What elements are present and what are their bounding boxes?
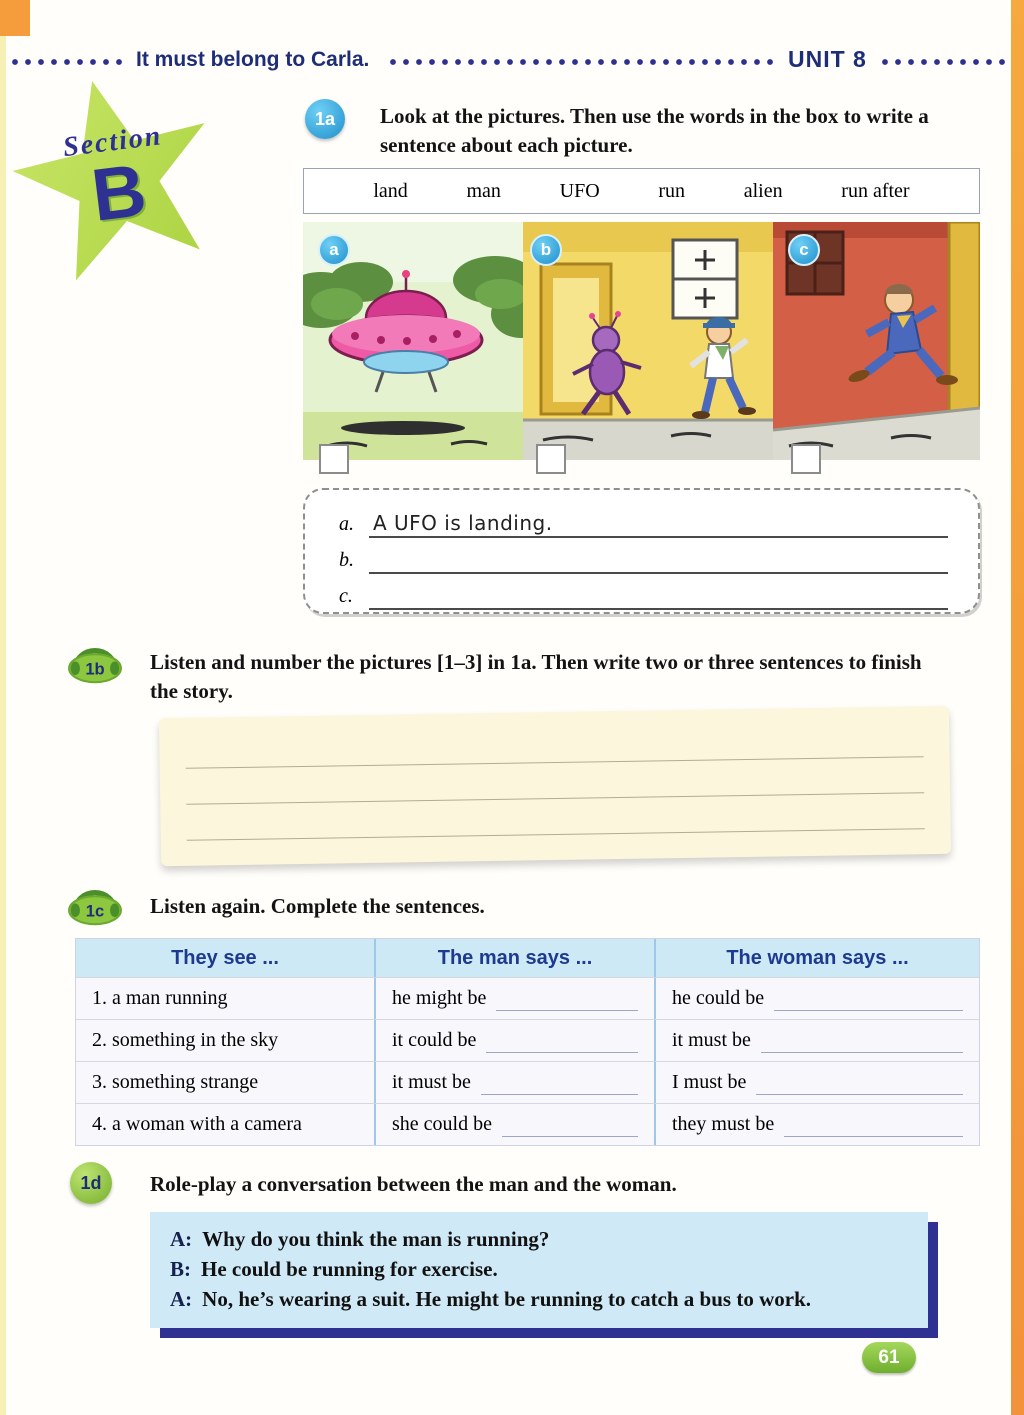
- word-box-item: UFO: [559, 179, 600, 202]
- picture-strip: [303, 222, 980, 460]
- task-1d-instruction: Role-play a conversation between the man and the woman.: [150, 1172, 677, 1196]
- dialog-text: Why do you think the man is running?: [202, 1227, 550, 1251]
- answer-row-b: [339, 538, 948, 574]
- word-box: [303, 168, 980, 214]
- table-header-row: [76, 939, 979, 977]
- page-number-badge: [862, 1342, 916, 1373]
- picture-number-box-c[interactable]: [791, 444, 821, 474]
- answer-row-c: [339, 574, 948, 610]
- picture-b-alien-chasing-man: [523, 222, 773, 460]
- table-cell: 2. something in the sky: [76, 1020, 376, 1061]
- dialog-line: [170, 1254, 908, 1284]
- roleplay-dialog-box: [150, 1212, 928, 1328]
- handwritten-answer: [369, 607, 373, 608]
- word-box-item: man: [466, 179, 501, 202]
- headphones-icon: [66, 640, 124, 684]
- answer-line-a[interactable]: [369, 508, 948, 538]
- task-1a-instruction: Look at the pictures. Then use the words in the box to write a sentence about each picture.: [380, 104, 929, 157]
- dialog-text: No, he’s wearing a suit. He might be running to catch a bus to work.: [202, 1287, 811, 1311]
- table-cell: she could be: [376, 1104, 656, 1145]
- sentences-table: [75, 938, 980, 1146]
- picture-label-b-text: b: [540, 240, 552, 259]
- table-header-woman-says: The woman says ...: [726, 946, 909, 969]
- fill-in-blank[interactable]: [496, 1010, 638, 1011]
- answer-row-a: [339, 502, 948, 538]
- word-box-item: alien: [743, 179, 783, 202]
- table-row: [76, 1019, 979, 1061]
- word-box-item: land: [373, 179, 408, 202]
- writing-line[interactable]: [186, 792, 924, 805]
- dotted-divider: [388, 57, 776, 67]
- answer-label: c.: [339, 585, 353, 607]
- answer-line-b[interactable]: [369, 544, 948, 574]
- fill-in-blank[interactable]: [486, 1052, 638, 1053]
- table-cell: it must be: [376, 1062, 656, 1103]
- task-1d-badge-label: 1d: [80, 1172, 102, 1193]
- task-1a-badge-label: 1a: [314, 108, 336, 129]
- fill-in-blank[interactable]: [784, 1136, 963, 1137]
- writing-line[interactable]: [187, 828, 925, 841]
- table-row: [76, 1103, 979, 1145]
- dotted-divider: [880, 57, 1012, 67]
- task-1c-badge-label: 1c: [85, 901, 105, 921]
- fill-in-blank[interactable]: [761, 1052, 963, 1053]
- task-1b-instruction: Listen and number the pictures [1–3] in 1a. Then write two or three sentences to finish the story.: [150, 650, 922, 703]
- table-cell: I must be: [656, 1062, 979, 1103]
- dotted-divider: [10, 57, 128, 67]
- dialog-text: He could be running for exercise.: [201, 1257, 498, 1281]
- answer-line-c[interactable]: [369, 580, 948, 610]
- headphones-icon: [66, 882, 124, 926]
- page-title: It must belong to Carla.: [136, 48, 370, 71]
- fill-in-blank[interactable]: [481, 1094, 638, 1095]
- dialog-speaker: A:: [170, 1287, 193, 1311]
- fill-in-blank[interactable]: [502, 1136, 638, 1137]
- table-cell: they must be: [656, 1104, 979, 1145]
- word-box-item: run after: [841, 179, 910, 202]
- section-star: [14, 78, 220, 284]
- task-1c-instruction: Listen again. Complete the sentences.: [150, 894, 485, 918]
- table-header-man-says: The man says ...: [376, 939, 656, 977]
- picture-label-b: [530, 234, 562, 266]
- word-box-item: run: [658, 179, 686, 202]
- page-number: 61: [878, 1346, 900, 1368]
- unit-label: UNIT 8: [788, 46, 867, 72]
- fill-in-blank[interactable]: [756, 1094, 963, 1095]
- task-1b-badge-label: 1b: [85, 659, 105, 679]
- section-word: Section: [61, 120, 164, 164]
- right-edge-strip: [1011, 0, 1024, 1415]
- alien-scene-illustration: [523, 222, 773, 460]
- left-edge-strip: [0, 0, 6, 1415]
- top-left-corner-block: [0, 0, 30, 36]
- picture-label-c: [788, 234, 820, 266]
- picture-number-box-a[interactable]: [319, 444, 349, 474]
- table-cell: 4. a woman with a camera: [76, 1104, 376, 1145]
- table-cell: he might be: [376, 978, 656, 1019]
- dialog-line: [170, 1224, 908, 1254]
- dialog-speaker: B:: [170, 1257, 191, 1281]
- writing-paper: [159, 706, 951, 866]
- table-cell: it must be: [656, 1020, 979, 1061]
- table-cell: it could be: [376, 1020, 656, 1061]
- picture-label-a-text: a: [329, 240, 339, 259]
- answer-label: a.: [339, 513, 354, 535]
- handwritten-answer: [369, 571, 373, 572]
- writing-line[interactable]: [186, 756, 924, 769]
- table-row: [76, 1061, 979, 1103]
- picture-label-c-text: c: [799, 240, 809, 259]
- table-row: [76, 977, 979, 1019]
- answer-label: b.: [339, 549, 354, 571]
- table-cell: 1. a man running: [76, 978, 376, 1019]
- picture-number-box-b[interactable]: [536, 444, 566, 474]
- handwritten-answer: A UFO is landing.: [373, 511, 553, 535]
- dialog-line: [170, 1284, 908, 1314]
- table-cell: he could be: [656, 978, 979, 1019]
- fill-in-blank[interactable]: [774, 1010, 963, 1011]
- section-letter: B: [87, 147, 151, 237]
- answer-box: [303, 488, 980, 614]
- task-1a-badge: [305, 99, 345, 139]
- picture-label-a: [318, 234, 350, 266]
- table-cell: 3. something strange: [76, 1062, 376, 1103]
- task-1d-badge: [70, 1162, 112, 1204]
- table-header-they-see: They see ...: [76, 939, 376, 977]
- dialog-speaker: A:: [170, 1227, 193, 1251]
